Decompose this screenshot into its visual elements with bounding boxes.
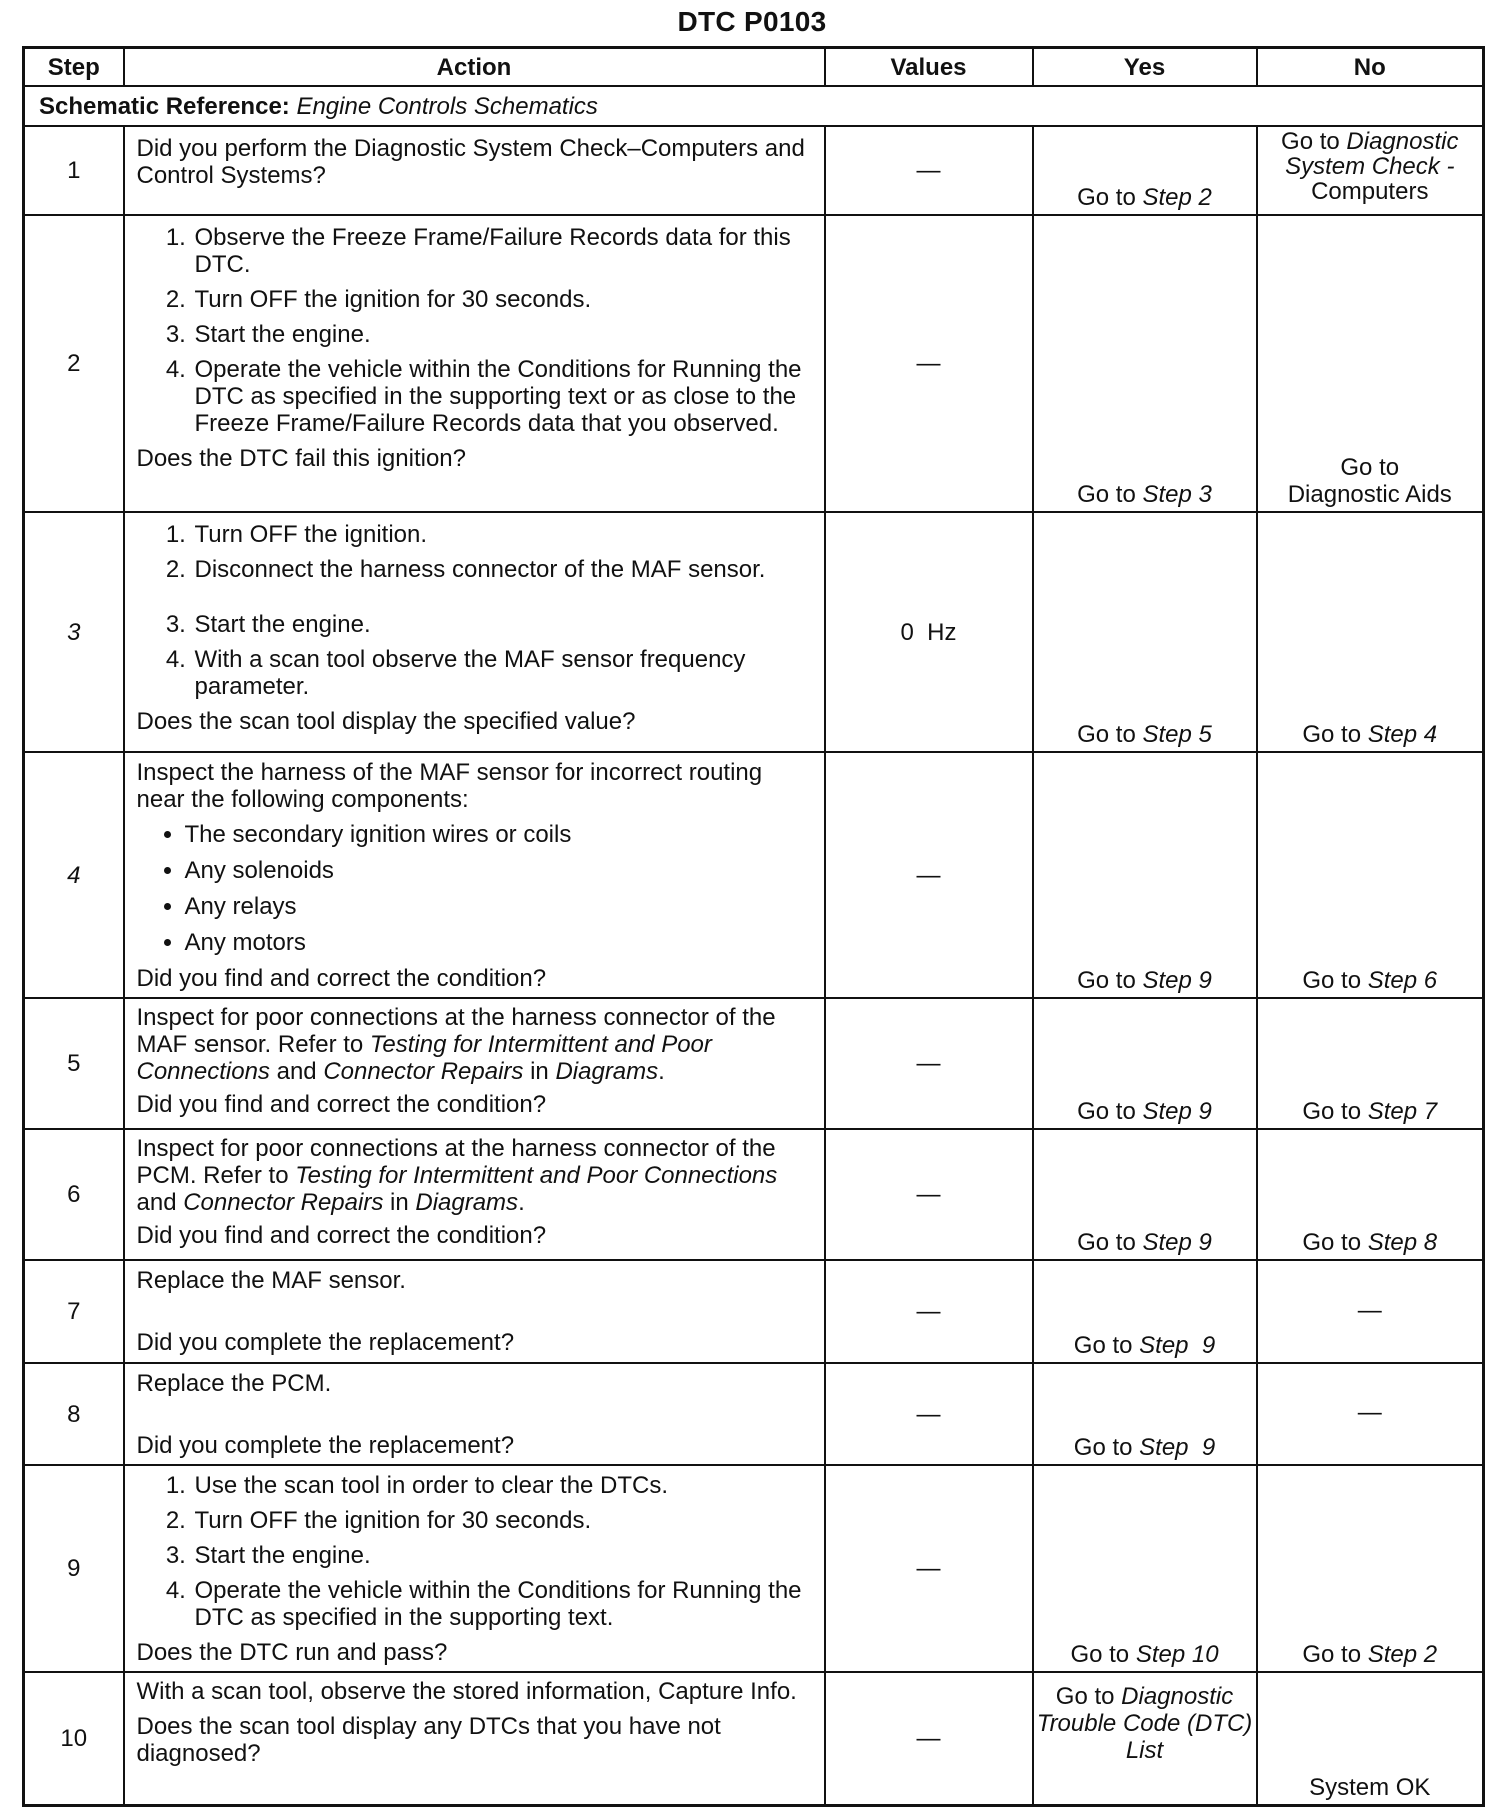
table-row <box>24 126 1484 215</box>
yes-link[interactable]: Step 5 <box>1142 721 1212 748</box>
action-text-part: Inspect for poor connections at the harness connector of the PCM. Refer to <box>136 1135 776 1189</box>
table-row <box>24 215 1484 512</box>
value-cell: — <box>825 126 1033 215</box>
table-row <box>24 1465 1484 1672</box>
header-row <box>24 48 1484 87</box>
no-cell <box>1257 215 1484 512</box>
list-item: 2. Disconnect the harness connector of the MAF sensor. <box>193 556 814 583</box>
list-item: 3. Start the engine. <box>193 611 814 638</box>
yes-cell <box>1033 1363 1257 1465</box>
table-row <box>24 1129 1484 1260</box>
action-text-part: . <box>658 1058 665 1085</box>
action-text <box>137 1135 814 1216</box>
goto-label: Go to <box>1073 1332 1133 1359</box>
action-question: Does the DTC run and pass? <box>136 1639 448 1666</box>
goto-label: Go to <box>1302 1098 1362 1125</box>
yes-link[interactable]: Step 9 <box>1142 967 1212 994</box>
no-link[interactable]: Step 7 <box>1367 1098 1438 1125</box>
list-item: 4. Operate the vehicle within the Conditions for Running the DTC as specified in the supporting text. <box>193 1577 814 1631</box>
step-number: 10 <box>24 1672 124 1805</box>
step-number: 1 <box>24 126 124 215</box>
goto-label: Go to <box>1302 1229 1362 1256</box>
no-cell <box>1257 1129 1484 1260</box>
yes-cell <box>1033 512 1257 752</box>
no-link[interactable]: Step 2 <box>1367 1641 1438 1668</box>
action-cell <box>124 126 825 215</box>
list-item: 1. Observe the Freeze Frame/Failure Records data for this DTC. <box>193 224 814 278</box>
step-number: 5 <box>24 998 124 1129</box>
goto-label: Go to <box>1055 1683 1115 1710</box>
step-number: 8 <box>24 1363 124 1465</box>
table-row <box>24 998 1484 1129</box>
no-cell: System OK <box>1257 1672 1484 1805</box>
value-cell: — <box>825 998 1033 1129</box>
no-cell <box>1257 512 1484 752</box>
yes-link[interactable]: Step 9 <box>1139 1332 1216 1359</box>
schematic-row <box>24 86 1484 126</box>
diagrams-link[interactable]: Diagrams <box>555 1058 659 1085</box>
value-cell: — <box>825 1129 1033 1260</box>
diagnostic-table <box>22 46 1485 1807</box>
action-question: Does the scan tool display any DTCs that you have not diagnosed? <box>136 1713 721 1767</box>
yes-cell <box>1033 126 1257 215</box>
list-item: 2. Turn OFF the ignition for 30 seconds. <box>193 1507 814 1534</box>
table-row <box>24 752 1484 998</box>
action-cell <box>124 1129 825 1260</box>
list-item: • Any solenoids <box>185 857 814 884</box>
action-cell <box>124 512 825 752</box>
yes-cell <box>1033 1129 1257 1260</box>
no-cell <box>1257 998 1484 1129</box>
list-item: 2. Turn OFF the ignition for 30 seconds. <box>193 286 814 313</box>
list-item: 3. Start the engine. <box>193 321 814 348</box>
action-text <box>137 1004 814 1085</box>
action-text: Did you perform the Diagnostic System Check–Computers and Control Systems? <box>136 135 805 189</box>
connector-repairs-link[interactable]: Connector Repairs <box>323 1058 524 1085</box>
no-text: Computers <box>1311 178 1429 205</box>
action-question: Did you find and correct the condition? <box>136 1091 547 1118</box>
yes-link[interactable]: Step 9 <box>1142 1229 1212 1256</box>
list-item: 1. Use the scan tool in order to clear the DTCs. <box>193 1472 814 1499</box>
action-cell <box>124 1260 825 1363</box>
step-number: 2 <box>24 215 124 512</box>
yes-cell <box>1033 998 1257 1129</box>
action-list <box>137 224 814 437</box>
no-link[interactable]: Diagnostic Aids <box>1287 481 1452 508</box>
yes-link[interactable]: Step 3 <box>1142 481 1212 508</box>
header-values: Values <box>825 48 1033 87</box>
goto-label: Go to <box>1077 1098 1136 1125</box>
diagrams-link[interactable]: Diagrams <box>415 1189 519 1216</box>
yes-cell <box>1033 1672 1257 1805</box>
action-question: Does the scan tool display the specified value? <box>136 708 636 735</box>
header-step: Step <box>24 48 124 87</box>
action-question: Does the DTC fail this ignition? <box>136 445 466 472</box>
no-link[interactable]: Step 6 <box>1367 967 1438 994</box>
schematic-reference <box>24 86 1484 126</box>
no-cell: — <box>1257 1260 1484 1363</box>
goto-label: Go to <box>1070 1641 1130 1668</box>
list-item: 4. Operate the vehicle within the Conditions for Running the DTC as specified in the supporting text or as close to the Freeze Frame/Failure Records data that you observed. <box>193 356 814 437</box>
action-text-part: in <box>530 1058 549 1085</box>
action-text: Replace the MAF sensor. <box>136 1267 406 1294</box>
yes-cell <box>1033 1260 1257 1363</box>
list-item: • The secondary ignition wires or coils <box>185 821 814 848</box>
value-cell: — <box>825 752 1033 998</box>
header-action: Action <box>124 48 825 87</box>
testing-link[interactable]: Testing for Intermittent and Poor Connections <box>136 1031 712 1085</box>
step-number: 7 <box>24 1260 124 1363</box>
yes-cell <box>1033 215 1257 512</box>
action-text-part: and <box>276 1058 317 1085</box>
action-text: Replace the PCM. <box>136 1370 332 1397</box>
step-number: 3 <box>24 512 124 752</box>
no-cell: — <box>1257 1363 1484 1465</box>
value-cell: — <box>825 1672 1033 1805</box>
no-cell <box>1257 752 1484 998</box>
list-item: 4. With a scan tool observe the MAF sensor frequency parameter. <box>193 646 814 700</box>
action-question: Did you find and correct the condition? <box>136 965 547 992</box>
list-item: • Any relays <box>185 893 814 920</box>
no-link[interactable]: Step 4 <box>1367 721 1438 748</box>
action-cell <box>124 1465 825 1672</box>
yes-link[interactable]: Step 2 <box>1142 184 1212 211</box>
yes-cell <box>1033 1465 1257 1672</box>
yes-link[interactable]: Diagnostic Trouble Code (DTC) List <box>1036 1683 1253 1764</box>
no-link[interactable]: Diagnostic System Check - <box>1285 128 1459 180</box>
step-number: 4 <box>24 752 124 998</box>
value-cell: — <box>825 1363 1033 1465</box>
goto-label: Go to <box>1073 1434 1133 1461</box>
yes-link[interactable]: Step 9 <box>1139 1434 1216 1461</box>
action-text: With a scan tool, observe the stored information, Capture Info. <box>136 1678 797 1705</box>
goto-label: Go to <box>1340 454 1400 481</box>
table-row <box>24 1672 1484 1805</box>
action-intro: Inspect the harness of the MAF sensor for incorrect routing near the following components: <box>136 759 763 813</box>
action-question: Did you complete the replacement? <box>136 1432 515 1459</box>
action-list <box>137 1472 814 1631</box>
schematic-link[interactable]: Engine Controls Schematics <box>296 92 598 120</box>
testing-link[interactable]: Testing for Intermittent and Poor Connections <box>295 1162 778 1189</box>
action-question: Did you complete the replacement? <box>136 1329 515 1356</box>
goto-label: Go to <box>1302 967 1362 994</box>
action-cell <box>124 752 825 998</box>
page-title: DTC P0103 <box>677 6 827 37</box>
goto-label: Go to <box>1077 481 1136 508</box>
action-list <box>137 521 814 700</box>
action-text-part: . <box>518 1189 525 1216</box>
goto-label: Go to <box>1077 721 1136 748</box>
action-text-part: Inspect for poor connections at the harness connector of the MAF sensor. Refer to <box>136 1004 776 1058</box>
value-cell: — <box>825 1465 1033 1672</box>
goto-label: Go to <box>1302 721 1362 748</box>
yes-link[interactable]: Step 9 <box>1142 1098 1212 1125</box>
goto-label: Go to <box>1077 184 1136 211</box>
action-text-part: and <box>136 1189 177 1216</box>
action-cell <box>124 1672 825 1805</box>
value-cell: — <box>825 215 1033 512</box>
table-row <box>24 1260 1484 1363</box>
schematic-label: Schematic Reference: <box>39 92 290 120</box>
action-cell <box>124 1363 825 1465</box>
action-text-part: in <box>390 1189 409 1216</box>
list-item: 1. Turn OFF the ignition. <box>193 521 814 548</box>
action-question: Did you find and correct the condition? <box>136 1222 547 1249</box>
no-link[interactable]: Step 8 <box>1367 1229 1438 1256</box>
yes-link[interactable]: Step 10 <box>1135 1641 1219 1668</box>
yes-cell <box>1033 752 1257 998</box>
step-number: 6 <box>24 1129 124 1260</box>
no-cell <box>1257 1465 1484 1672</box>
step-number: 9 <box>24 1465 124 1672</box>
table-row <box>24 1363 1484 1465</box>
goto-label: Go to <box>1077 967 1136 994</box>
goto-label: Go to <box>1302 1641 1362 1668</box>
action-cell <box>124 215 825 512</box>
goto-label: Go to <box>1281 128 1340 155</box>
connector-repairs-link[interactable]: Connector Repairs <box>183 1189 384 1216</box>
header-no: No <box>1257 48 1484 87</box>
list-item: • Any motors <box>185 929 814 956</box>
value-cell: 0 Hz <box>825 512 1033 752</box>
action-bullets <box>137 821 814 956</box>
goto-label: Go to <box>1077 1229 1136 1256</box>
header-yes: Yes <box>1033 48 1257 87</box>
table-row <box>24 512 1484 752</box>
list-item: 3. Start the engine. <box>193 1542 814 1569</box>
no-cell <box>1257 126 1484 215</box>
value-cell: — <box>825 1260 1033 1363</box>
action-cell <box>124 998 825 1129</box>
